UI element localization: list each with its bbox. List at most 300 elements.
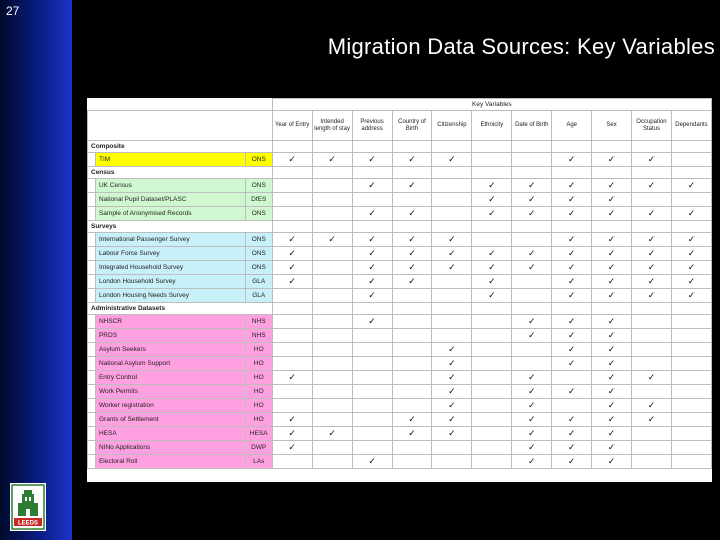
variable-cell [352,399,392,413]
variable-cell [671,413,711,427]
row-indent-cell [88,329,96,343]
row-indent-cell [88,289,96,303]
variable-cell [272,455,312,469]
tick-icon: ✓ [448,344,456,354]
agency-name: HO [245,357,272,371]
variable-cell [632,413,672,427]
variable-cell [512,371,552,385]
tick-icon: ✓ [368,262,376,272]
tick-icon: ✓ [607,414,616,424]
variable-cell [352,315,392,329]
variable-cell [392,371,432,385]
tick-icon: ✓ [488,276,496,286]
variable-cell [352,275,392,289]
table-row [88,455,712,469]
leeds-logo-icon [10,483,46,531]
variable-cell [512,413,552,427]
variable-cell [312,427,352,441]
tick-icon: ✓ [567,180,576,190]
variable-cell [392,233,432,247]
variable-cell [552,289,592,303]
table-row [88,153,712,167]
variable-cell [552,441,592,455]
tick-icon: ✓ [607,330,616,340]
section-cell [512,141,552,153]
variable-cell [472,455,512,469]
variable-cell [312,343,352,357]
tick-icon: ✓ [687,234,696,244]
agency-name: HO [245,371,272,385]
section-label: Surveys [88,221,273,233]
section-header [88,303,712,315]
table-row [88,289,712,303]
variable-cell [352,329,392,343]
tick-icon: ✓ [567,442,576,452]
section-label: Composite [88,141,273,153]
tick-icon: ✓ [408,180,416,190]
variable-cell [632,193,672,207]
variable-cell [671,399,711,413]
variable-cell [472,179,512,193]
header-blank [88,99,273,111]
variable-cell [472,329,512,343]
row-indent-cell [88,455,96,469]
tick-icon: ✓ [528,262,536,272]
tick-icon: ✓ [408,414,416,424]
variable-cell [272,441,312,455]
variable-cell [392,247,432,261]
variable-cell [392,455,432,469]
variable-cell [552,193,592,207]
variable-cell [671,455,711,469]
variable-cell [632,357,672,371]
variable-cell [312,179,352,193]
variable-cell [632,371,672,385]
tick-icon: ✓ [607,262,616,272]
variable-cell [472,441,512,455]
section-cell [552,221,592,233]
variable-cell [352,413,392,427]
column-header: Ethnicity [472,111,512,141]
tick-icon: ✓ [408,276,416,286]
tick-icon: ✓ [368,154,376,164]
tick-icon: ✓ [288,248,296,258]
variable-cell [592,207,632,221]
source-name: HESA [95,427,245,441]
variable-cell [592,275,632,289]
tick-icon: ✓ [567,208,576,218]
tick-icon: ✓ [448,372,456,382]
variable-cell [632,329,672,343]
variable-cell [432,315,472,329]
section-cell [312,303,352,315]
variable-cell [352,153,392,167]
row-indent-cell [88,385,96,399]
variable-cell [472,399,512,413]
tick-icon: ✓ [528,316,536,326]
variable-cell [671,371,711,385]
variable-cell [472,343,512,357]
source-name: Work Permits [95,385,245,399]
source-name: London Housing Needs Survey [95,289,245,303]
tick-icon: ✓ [488,290,496,300]
source-name: Asylum Seekers [95,343,245,357]
tick-icon: ✓ [607,428,616,438]
variable-cell [352,343,392,357]
agency-name: ONS [245,179,272,193]
tick-icon: ✓ [607,316,616,326]
tick-icon: ✓ [408,154,416,164]
variable-cell [432,289,472,303]
section-cell [432,167,472,179]
slide-title: Migration Data Sources: Key Variables [327,34,715,59]
tick-icon: ✓ [448,262,456,272]
variable-cell [272,179,312,193]
tick-icon: ✓ [288,442,296,452]
source-name: Integrated Household Survey [95,261,245,275]
section-cell [472,141,512,153]
tick-icon: ✓ [607,276,616,286]
table-row [88,343,712,357]
tick-icon: ✓ [288,428,296,438]
tick-icon: ✓ [448,234,456,244]
variable-cell [512,153,552,167]
variable-cell [432,275,472,289]
tick-icon: ✓ [647,262,656,272]
variable-cell [352,193,392,207]
agency-name: ONS [245,261,272,275]
tick-icon: ✓ [488,180,496,190]
section-cell [352,141,392,153]
tick-icon: ✓ [607,234,616,244]
section-cell [472,167,512,179]
variable-cell [392,207,432,221]
tick-icon: ✓ [687,290,696,300]
variable-cell [512,329,552,343]
variable-cell [552,275,592,289]
variable-cell [552,427,592,441]
variable-cell [432,343,472,357]
section-cell [512,167,552,179]
variable-cell [632,261,672,275]
column-header: Previous address [352,111,392,141]
tick-icon: ✓ [647,208,656,218]
section-cell [671,167,711,179]
tick-icon: ✓ [528,428,536,438]
source-name: Sample of Anonymised Records [95,207,245,221]
variable-cell [312,315,352,329]
variable-cell [392,153,432,167]
table-row [88,385,712,399]
variable-cell [472,427,512,441]
variable-cell [592,329,632,343]
variable-cell [671,427,711,441]
tick-icon: ✓ [607,372,616,382]
source-name: NINo Applications [95,441,245,455]
tick-icon: ✓ [448,386,456,396]
row-indent-cell [88,343,96,357]
variable-cell [272,275,312,289]
variable-cell [671,357,711,371]
variable-cell [592,261,632,275]
source-name: UK Census [95,179,245,193]
variable-cell [632,441,672,455]
variable-cell [432,207,472,221]
variable-cell [392,315,432,329]
variable-cell [472,261,512,275]
tick-icon: ✓ [488,208,496,218]
section-label: Administrative Datasets [88,303,273,315]
column-header: Citizenship [432,111,472,141]
variable-cell [671,179,711,193]
variable-cell [472,153,512,167]
section-cell [392,303,432,315]
agency-name: HO [245,385,272,399]
variable-cell [552,315,592,329]
tick-icon: ✓ [607,386,616,396]
agency-name: ONS [245,233,272,247]
section-cell [472,303,512,315]
tick-icon: ✓ [567,290,576,300]
variable-cell [432,261,472,275]
variable-cell [272,261,312,275]
variable-cell [272,357,312,371]
variable-cell [552,179,592,193]
variable-cell [592,371,632,385]
variable-cell [632,385,672,399]
table-row [88,357,712,371]
tick-icon: ✓ [567,344,576,354]
tick-icon: ✓ [528,386,536,396]
section-cell [272,303,312,315]
row-indent-cell [88,399,96,413]
tick-icon: ✓ [647,276,656,286]
agency-name: GLA [245,289,272,303]
table-row [88,315,712,329]
variable-cell [592,153,632,167]
table-row [88,261,712,275]
variable-cell [632,207,672,221]
tick-icon: ✓ [448,414,456,424]
variable-cell [632,247,672,261]
tick-icon: ✓ [607,194,616,204]
variable-cell [632,233,672,247]
source-name: PRDS [95,329,245,343]
tick-icon: ✓ [288,262,296,272]
tick-icon: ✓ [528,180,536,190]
section-cell [432,221,472,233]
tick-icon: ✓ [567,386,576,396]
tick-icon: ✓ [567,154,576,164]
variable-cell [671,441,711,455]
tick-icon: ✓ [567,194,576,204]
section-cell [392,167,432,179]
variable-cell [472,371,512,385]
variable-cell [552,247,592,261]
tick-icon: ✓ [288,414,296,424]
variable-cell [392,193,432,207]
section-cell [592,167,632,179]
tick-icon: ✓ [448,400,456,410]
variable-cell [472,289,512,303]
source-name: London Household Survey [95,275,245,289]
variable-cell [272,207,312,221]
column-header: Age [552,111,592,141]
variable-cell [671,233,711,247]
section-cell [312,167,352,179]
tick-icon: ✓ [607,154,616,164]
tick-icon: ✓ [408,208,416,218]
tick-icon: ✓ [607,400,616,410]
tick-icon: ✓ [488,262,496,272]
column-header: Sex [592,111,632,141]
tick-icon: ✓ [567,330,576,340]
variable-cell [592,427,632,441]
agency-name: NHS [245,315,272,329]
variable-cell [432,179,472,193]
variable-cell [392,329,432,343]
section-cell [671,221,711,233]
agency-name: HO [245,343,272,357]
variable-cell [272,413,312,427]
table-row [88,207,712,221]
tick-icon: ✓ [607,180,616,190]
section-cell [632,141,672,153]
tick-icon: ✓ [528,248,536,258]
variable-cell [312,455,352,469]
variable-cell [632,343,672,357]
variable-cell [352,233,392,247]
variable-cell [312,207,352,221]
variable-cell [592,193,632,207]
variable-cell [272,399,312,413]
tick-icon: ✓ [448,248,456,258]
variable-cell [272,371,312,385]
variable-cell [512,275,552,289]
variable-cell [512,261,552,275]
variable-cell [312,247,352,261]
variable-cell [592,289,632,303]
section-cell [432,303,472,315]
variable-cell [512,455,552,469]
tick-icon: ✓ [647,372,656,382]
section-cell [352,303,392,315]
section-cell [592,303,632,315]
variable-cell [512,427,552,441]
section-cell [392,221,432,233]
tick-icon: ✓ [368,456,376,466]
variable-cell [512,399,552,413]
variable-cell [272,329,312,343]
tick-icon: ✓ [567,248,576,258]
variable-cell [312,261,352,275]
variable-cell [352,261,392,275]
section-cell [632,303,672,315]
section-cell [552,303,592,315]
table-row [88,371,712,385]
tick-icon: ✓ [567,262,576,272]
variable-cell [552,399,592,413]
variable-cell [272,427,312,441]
variable-cell [592,247,632,261]
variable-cell [632,455,672,469]
source-name: Grants of Settlement [95,413,245,427]
variable-cell [472,413,512,427]
agency-name: DWP [245,441,272,455]
section-cell [592,221,632,233]
tick-icon: ✓ [408,428,416,438]
tick-icon: ✓ [647,290,656,300]
table-row [88,233,712,247]
row-indent-cell [88,233,96,247]
row-indent-cell [88,275,96,289]
variable-cell [552,385,592,399]
variable-cell [352,455,392,469]
variable-cell [272,247,312,261]
variable-cell [312,193,352,207]
variable-cell [352,385,392,399]
variable-cell [472,247,512,261]
row-indent-cell [88,441,96,455]
variable-cell [392,179,432,193]
variable-cell [671,207,711,221]
row-indent-cell [88,261,96,275]
tick-icon: ✓ [607,344,616,354]
variable-cell [352,427,392,441]
section-cell [671,141,711,153]
variable-cell [352,357,392,371]
tick-icon: ✓ [647,234,656,244]
tick-icon: ✓ [647,400,656,410]
variable-cell [312,441,352,455]
variable-cell [352,441,392,455]
variable-cell [592,315,632,329]
variable-cell [432,385,472,399]
variable-cell [671,385,711,399]
tick-icon: ✓ [607,208,616,218]
variable-cell [592,357,632,371]
column-header: Dependants [671,111,711,141]
agency-name: NHS [245,329,272,343]
variable-cell [671,329,711,343]
tick-icon: ✓ [328,428,336,438]
tick-icon: ✓ [567,234,576,244]
source-name: TIM [95,153,245,167]
tick-icon: ✓ [328,234,336,244]
variable-cell [392,261,432,275]
tick-icon: ✓ [288,234,296,244]
variable-cell [432,329,472,343]
variable-cell [432,357,472,371]
source-name: Electoral Roll [95,455,245,469]
variable-cell [272,153,312,167]
section-cell [552,167,592,179]
section-cell [272,141,312,153]
variable-cell [512,193,552,207]
variable-cell [392,357,432,371]
variable-cell [552,233,592,247]
variable-cell [671,275,711,289]
variable-cell [671,247,711,261]
variable-cell [312,329,352,343]
slide-number: 27 [6,4,20,18]
variables-table [87,98,712,469]
key-variables-table [87,98,712,482]
section-cell [671,303,711,315]
variable-cell [512,343,552,357]
variable-cell [552,153,592,167]
variable-cell [512,441,552,455]
